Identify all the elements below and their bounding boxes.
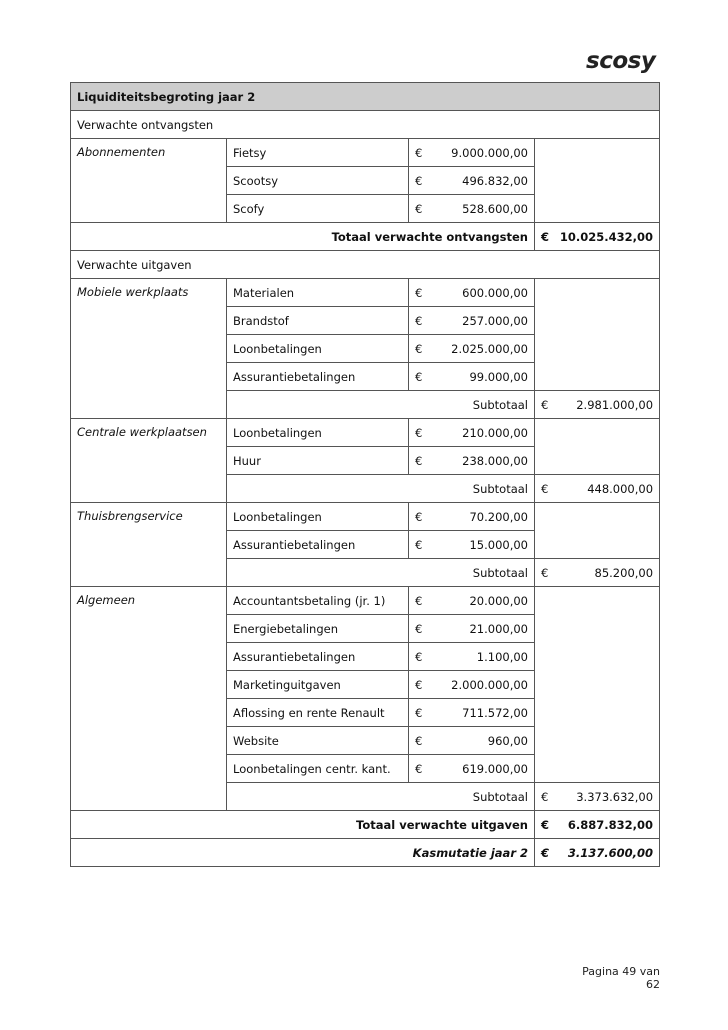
currency-symbol: € — [415, 649, 423, 664]
category-label: Abonnementen — [71, 139, 227, 223]
section-header-row — [71, 111, 660, 139]
item-amount — [409, 167, 535, 195]
expenses-header: Verwachte uitgaven — [71, 251, 660, 279]
expenses-total-label: Totaal verwachte uitgaven — [71, 811, 535, 839]
cash-mutation-row — [71, 839, 660, 867]
currency-symbol: € — [541, 397, 549, 412]
income-total-amount — [535, 223, 660, 251]
item-label: Materialen — [227, 279, 409, 307]
item-amount-value: 99.000,00 — [469, 369, 528, 384]
currency-symbol: € — [541, 789, 549, 804]
item-amount-value: 1.100,00 — [476, 649, 528, 664]
item-amount — [409, 699, 535, 727]
table-title-row — [71, 83, 660, 111]
item-amount — [409, 139, 535, 167]
item-label: Marketinguitgaven — [227, 671, 409, 699]
item-amount — [409, 363, 535, 391]
item-amount — [409, 195, 535, 223]
currency-symbol: € — [541, 229, 550, 244]
item-label: Scofy — [227, 195, 409, 223]
subtotal-amount — [535, 475, 660, 503]
currency-symbol: € — [541, 845, 550, 860]
currency-symbol: € — [541, 565, 549, 580]
item-amount-value: 210.000,00 — [462, 425, 528, 440]
currency-symbol: € — [415, 425, 423, 440]
item-amount-value: 257.000,00 — [462, 313, 528, 328]
item-label: Loonbetalingen — [227, 503, 409, 531]
currency-symbol: € — [415, 537, 423, 552]
currency-symbol: € — [415, 593, 423, 608]
item-label: Huur — [227, 447, 409, 475]
currency-symbol: € — [415, 369, 423, 384]
item-label: Fietsy — [227, 139, 409, 167]
item-amount-value: 2.025.000,00 — [451, 341, 528, 356]
company-logo: scosy — [586, 48, 656, 74]
item-amount-value: 15.000,00 — [469, 537, 528, 552]
subtotal-amount — [535, 559, 660, 587]
item-amount — [409, 671, 535, 699]
item-amount-value: 600.000,00 — [462, 285, 528, 300]
currency-symbol: € — [415, 341, 423, 356]
item-amount — [409, 503, 535, 531]
item-amount — [409, 643, 535, 671]
cash-mutation-amount — [535, 839, 660, 867]
subtotal-label: Subtotaal — [227, 559, 535, 587]
table-row — [71, 139, 660, 167]
item-amount-value: 960,00 — [487, 733, 528, 748]
item-amount — [409, 755, 535, 783]
currency-symbol: € — [415, 145, 423, 160]
table-row — [71, 503, 660, 531]
item-label: Assurantiebetalingen — [227, 363, 409, 391]
item-amount-value: 711.572,00 — [462, 705, 528, 720]
item-label: Aflossing en rente Renault — [227, 699, 409, 727]
item-amount — [409, 727, 535, 755]
empty-cell — [535, 419, 660, 475]
item-label: Website — [227, 727, 409, 755]
item-amount-value: 2.000.000,00 — [451, 677, 528, 692]
item-amount — [409, 447, 535, 475]
item-amount-value: 20.000,00 — [469, 593, 528, 608]
currency-symbol: € — [415, 285, 423, 300]
item-amount-value: 21.000,00 — [469, 621, 528, 636]
currency-symbol: € — [415, 173, 423, 188]
expenses-total-amount — [535, 811, 660, 839]
subtotal-amount-value: 3.373.632,00 — [576, 789, 654, 804]
item-amount — [409, 531, 535, 559]
currency-symbol: € — [415, 761, 423, 776]
empty-cell — [535, 279, 660, 391]
table-row — [71, 587, 660, 615]
cash-mutation-amount-value: 3.137.600,00 — [567, 845, 654, 860]
income-total-row — [71, 223, 660, 251]
item-amount — [409, 335, 535, 363]
category-label: Algemeen — [71, 587, 227, 811]
item-label: Loonbetalingen centr. kant. — [227, 755, 409, 783]
item-label: Loonbetalingen — [227, 419, 409, 447]
item-amount — [409, 615, 535, 643]
category-label: Centrale werkplaatsen — [71, 419, 227, 503]
item-amount — [409, 587, 535, 615]
table-row — [71, 419, 660, 447]
item-amount — [409, 279, 535, 307]
item-label: Energiebetalingen — [227, 615, 409, 643]
category-label: Mobiele werkplaats — [71, 279, 227, 419]
table-title: Liquiditeitsbegroting jaar 2 — [71, 83, 660, 111]
table-row — [71, 279, 660, 307]
item-amount — [409, 307, 535, 335]
item-label: Assurantiebetalingen — [227, 643, 409, 671]
category-label: Thuisbrengservice — [71, 503, 227, 587]
currency-symbol: € — [415, 509, 423, 524]
empty-cell — [535, 139, 660, 223]
currency-symbol: € — [541, 481, 549, 496]
section-header-row — [71, 251, 660, 279]
empty-cell — [535, 503, 660, 559]
item-label: Accountantsbetaling (jr. 1) — [227, 587, 409, 615]
item-amount-value: 70.200,00 — [469, 509, 528, 524]
table-body — [71, 83, 660, 867]
currency-symbol: € — [415, 677, 423, 692]
expenses-total-row — [71, 811, 660, 839]
subtotal-label: Subtotaal — [227, 783, 535, 811]
item-label: Loonbetalingen — [227, 335, 409, 363]
expenses-total-amount-value: 6.887.832,00 — [567, 817, 654, 832]
income-header: Verwachte ontvangsten — [71, 111, 660, 139]
item-label: Brandstof — [227, 307, 409, 335]
currency-symbol: € — [415, 201, 423, 216]
income-total-amount-value: 10.025.432,00 — [559, 229, 654, 244]
subtotal-amount — [535, 391, 660, 419]
currency-symbol: € — [415, 621, 423, 636]
subtotal-amount-value: 2.981.000,00 — [576, 397, 654, 412]
currency-symbol: € — [415, 705, 423, 720]
item-amount-value: 496.832,00 — [462, 173, 528, 188]
subtotal-label: Subtotaal — [227, 391, 535, 419]
page-number: Pagina 49 van 62 — [582, 965, 660, 991]
currency-symbol: € — [415, 733, 423, 748]
currency-symbol: € — [415, 453, 423, 468]
subtotal-label: Subtotaal — [227, 475, 535, 503]
item-label: Scootsy — [227, 167, 409, 195]
subtotal-amount — [535, 783, 660, 811]
income-total-label: Totaal verwachte ontvangsten — [71, 223, 535, 251]
item-label: Assurantiebetalingen — [227, 531, 409, 559]
empty-cell — [535, 587, 660, 783]
subtotal-amount-value: 448.000,00 — [587, 481, 654, 496]
subtotal-amount-value: 85.200,00 — [594, 565, 654, 580]
liquidity-budget-table — [70, 82, 660, 867]
item-amount-value: 9.000.000,00 — [451, 145, 528, 160]
item-amount-value: 528.600,00 — [462, 201, 528, 216]
cash-mutation-label: Kasmutatie jaar 2 — [71, 839, 535, 867]
currency-symbol: € — [415, 313, 423, 328]
item-amount-value: 619.000,00 — [462, 761, 528, 776]
currency-symbol: € — [541, 817, 550, 832]
item-amount-value: 238.000,00 — [462, 453, 528, 468]
item-amount — [409, 419, 535, 447]
